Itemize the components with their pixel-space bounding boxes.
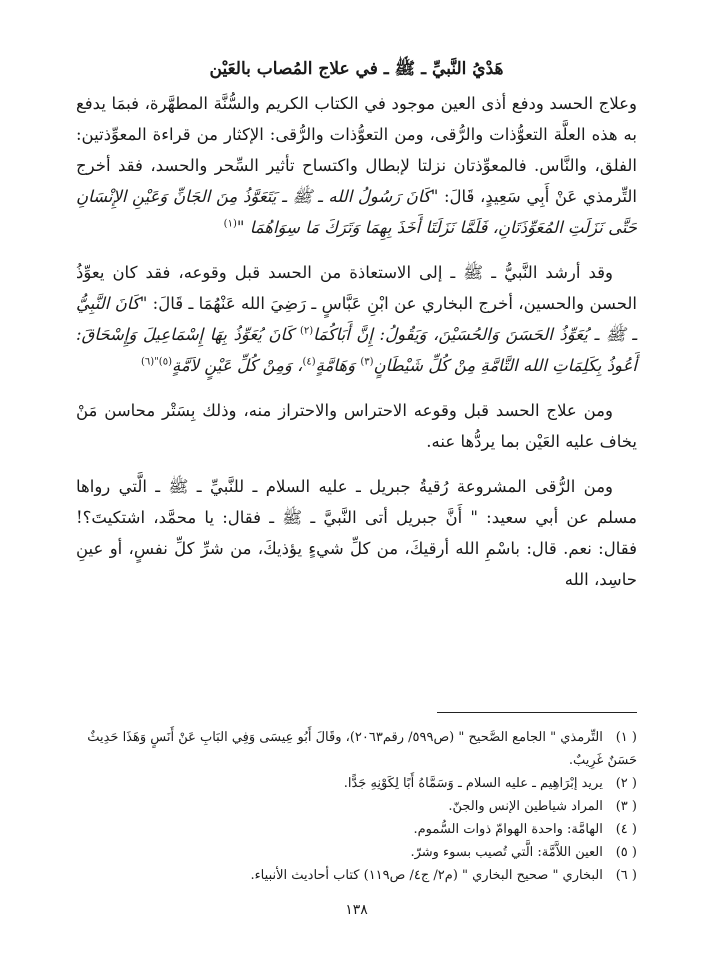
footnote-3: ( ٣) المراد شياطين الإنس والجنّ. [448,799,637,814]
footnote-divider [437,712,637,713]
footnote-ref[interactable]: (٥)"(٦) [141,356,172,368]
paragraph-4: ومن الرُّقى المشروعة رُقيةُ جبريل ـ عليه السلام ـ للنَّبيِّ ـ ﷺ ـ الَّتي رواها مسلم عن أبي سعيد: " أَنَّ جبريل أتى النَّبيَّ ـ ﷺ ـ فقال: يا محمَّد، اشتكيتَ؟! فقال: نعم. قال: باسْمِ الله أرقيكَ، من كلِّ شيءٍ يؤذيكَ، من شرِّ كلِّ نفسٍ، أو عينِ حاسِد، الله [76,477,637,589]
footnote-ref[interactable]: (٣) [360,356,374,368]
page-number: ١٣٨ [345,902,368,918]
footnote-6: ( ٦) البخاري " صحيح البخاري " (م٢/ ج٤/ ص١١٩) كتاب أحاديث الأنبياء. [250,868,637,883]
footnote-5: ( ٥) العين اللاَّمَّة: الَّتي تُصيب بسوء وشرّ. [410,845,637,860]
footnote-ref[interactable]: (٢) [299,325,314,337]
footnote-ref[interactable]: (١) [223,218,237,230]
main-text [76,88,637,595]
paragraph-3: ومن علاج الحسد قبل وقوعه الاحتراس والاحتراز منه، وذلك بِسَتْر محاسن مَنْ يخاف عليه العَيْن بما يردُّها عنه. [76,401,637,451]
footnote-4: ( ٤) الهامَّة: واحدة الهوامّ ذوات السُّموم. [413,822,637,837]
paragraph-2: وقد أرشد النَّبيُّ ـ ﷺ ـ إلى الاستعاذة من الحسد قبل وقوعه، فقد كان يعوِّذُ الحسن والحسين، أخرج البخاري عن ابْنِ عَبَّاسٍ ـ رَضِيَ الله عَنْهُمَا ـ قَالَ: "كَانَ النَّبِيُّ ـ ﷺ ـ يُعَوِّذُ الحَسَنَ وَالحُسَيْنَ، وَيَقُولُ: إِنَّ أَبَاكُمَا$^{(٢)}$ كَانَ يُعَوِّذُ بِهَا إِسْمَاعِيلَ وَإِسْحَاقَ: أَعُوذُ بِكَلِمَاتِ الله التَّامَّةِ مِنْ كُلِّ شَيْطَانٍ$^{(٣)}$ وَهَامَّةٍ$^{(٤)}$، وَمِنْ كُلِّ عَيْنٍ لاَمَّةٍ$^{(٥)"(٦)}$ [76,263,638,375]
hadith-quote: كَانَ رَسُولُ الله ـ ﷺ ـ يَتَعَوَّذُ مِنَ الجَانِّ وَعَيْنِ الإِنْسَانِ حَتَّى نَزَلَتِ المُعَوِّذَتَانِ، فَلَمَّا نَزَلَتَا أَخَذَ بِهِمَا وَتَرَكَ مَا سِوَاهُمَا [76,187,637,237]
footnote-ref[interactable]: (٤) [302,356,316,368]
footnote-2: ( ٢) يريد إبْرَاهِيم ـ عليه السلام ـ وَسَمَّاهُ أَبًا لِكَوْنِهِ جَدًّا. [343,776,637,791]
footnotes [76,726,637,887]
paragraph-1: وعلاج الحسد ودفع أذى العين موجود في الكتاب الكريم والسُّنَّة المطهَّرة، فبمَا يدفع به هذه العلَّة التعوُّذات والرُّقى، ومن التعوُّذات والرُّقى: الإكثار من قراءة المعوِّذتين: الفلق، والنَّاس. فالمعوِّذتان نزلتا لإبطال واكتساح تأثير السِّحر والحسد، فقد أخرج التِّرمذي عَنْ أَبِي سَعِيدٍ، قَالَ: "كَانَ رَسُولُ الله ـ ﷺ ـ يَتَعَوَّذُ مِنَ الجَانِّ وَعَيْنِ الإِنْسَانِ حَتَّى نَزَلَتِ المُعَوِّذَتَانِ، فَلَمَّا نَزَلَتَا أَخَذَ بِهِمَا وَتَرَكَ مَا سِوَاهُمَا "$^{(١)}$ [76,94,637,237]
hadith-quote: كَانَ النَّبِيُّ ـ ﷺ ـ يُعَوِّذُ الحَسَنَ وَالحُسَيْنَ، وَيَقُولُ: إِنَّ أَبَاكُمَا [76,294,637,344]
footnote-1: ( ١) التِّرمذي " الجامع الصَّحيح " (ص٥٩٩/ رقم٢٠٦٣)، وقَالَ أَبُو عِيسَى وَفِي البَابِ عَنْ أَنَسٍ وَهَذَا حَدِيثٌ حَسَنٌ غَرِيبٌ. [87,730,637,768]
running-header: هَدْيُ النَّبيِّ ـ ﷺ ـ في علاج المُصاب بالعَيْن [209,59,504,79]
